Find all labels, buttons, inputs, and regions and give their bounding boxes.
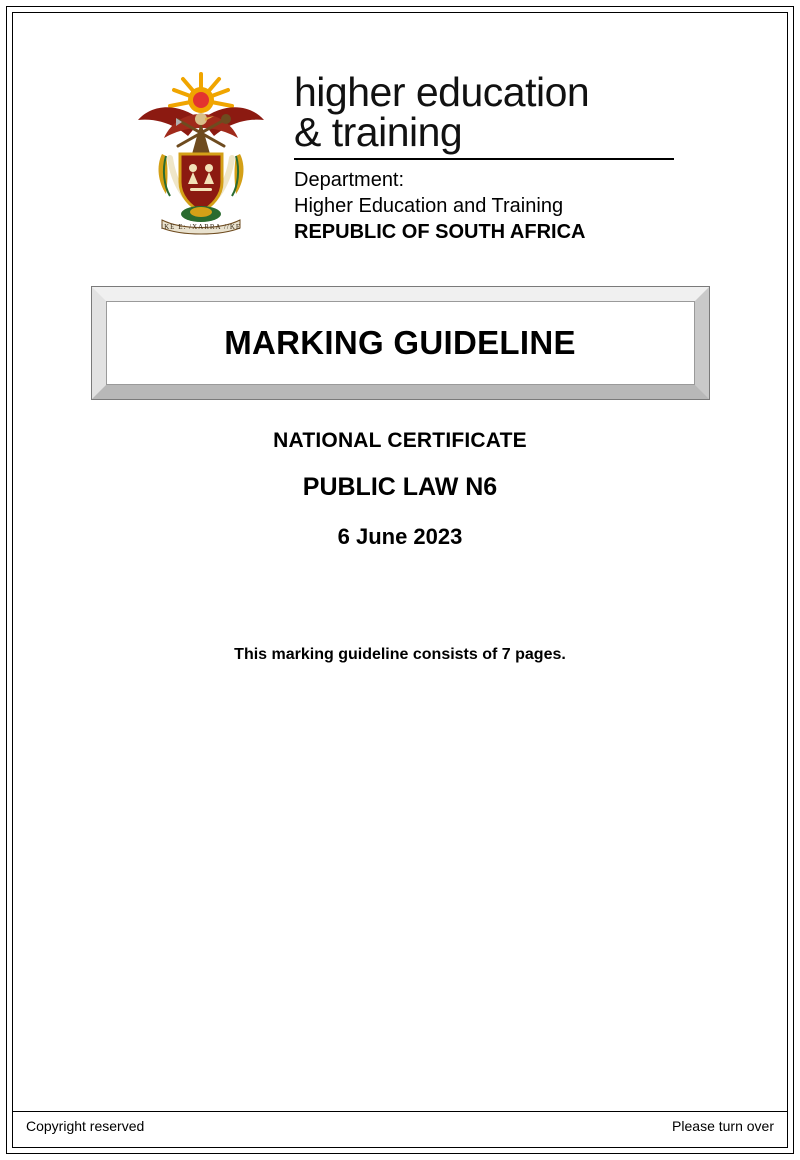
title-plate — [92, 287, 709, 399]
document-header — [12, 12, 788, 245]
country-name: REPUBLIC OF SOUTH AFRICA — [294, 220, 586, 243]
page-content — [12, 12, 788, 1148]
page-footer — [26, 1118, 774, 1134]
footer-divider — [12, 1111, 788, 1112]
svg-text:!KE E: /XARRA //KE: !KE E: /XARRA //KE — [160, 223, 242, 231]
header-divider — [294, 158, 674, 160]
title-plate-wrapper — [92, 287, 709, 399]
copyright-text: Copyright reserved — [26, 1118, 145, 1134]
subject-line: PUBLIC LAW N6 — [302, 473, 498, 502]
certificate-line: NATIONAL CERTIFICATE — [273, 429, 527, 453]
turn-over-text: Please turn over — [672, 1118, 774, 1134]
department-label: Department: — [294, 169, 405, 192]
department-name: Higher Education and Training — [294, 194, 564, 217]
page-title: MARKING GUIDELINE — [224, 324, 576, 362]
page-count-notice: This marking guideline consists of 7 pages. — [234, 646, 566, 664]
date-line: 6 June 2023 — [337, 524, 463, 550]
department-title-line2: & training — [294, 109, 463, 156]
department-title-line1: higher education — [294, 69, 590, 115]
exam-info-block — [12, 429, 788, 550]
south-africa-coat-of-arms-icon — [126, 62, 276, 242]
department-text-block — [294, 62, 674, 245]
